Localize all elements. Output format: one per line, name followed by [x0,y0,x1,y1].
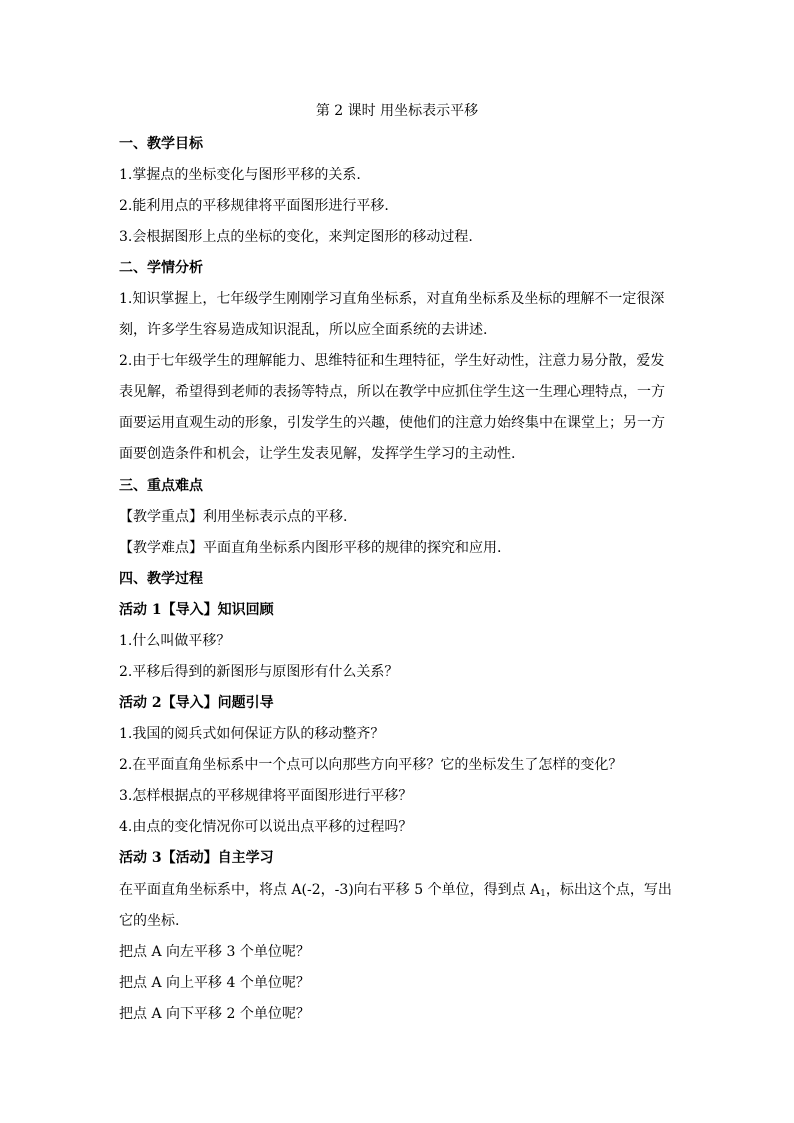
activity-1-item: 2.平移后得到的新图形与原图形有什么关系？ [119,664,399,680]
activity-3-task-line [119,880,675,900]
objective-item: 2.能利用点的平移规律将平面图形进行平移. [119,198,389,214]
activity-3-question: 把点 A 向下平移 2 个单位呢？ [119,1006,310,1022]
activity-3-task-text-end: ，标出这个点，写出 [545,882,672,898]
objective-item: 1.掌握点的坐标变化与图形平移的关系. [119,167,361,183]
activity-2-heading: 活动 2【导入】问题引导 [119,695,274,711]
analysis-paragraph-line: 2.由于七年级学生的理解能力、思维特征和生理特征，学生好动性，注意力易分散，爱发 [119,353,665,369]
section-heading-analysis: 二、学情分析 [119,260,203,276]
analysis-paragraph-line: 面要创造条件和机会，让学生发表见解，发挥学生学习的主动性. [119,446,516,462]
analysis-paragraph-line: 表见解，希望得到老师的表扬等特点，所以在教学中应抓住学生这一生理心理特点，一方 [119,384,665,400]
activity-3-heading: 活动 3【活动】自主学习 [119,850,274,866]
teaching-difficulty: 【教学难点】平面直角坐标系内图形平移的规律的探究和应用. [119,540,502,556]
activity-2-item: 3.怎样根据点的平移规律将平面图形进行平移？ [119,788,413,804]
section-heading-objectives: 一、教学目标 [119,136,203,152]
section-heading-key-points: 三、重点难点 [119,478,203,494]
analysis-paragraph-line: 刻，许多学生容易造成知识混乱，所以应全面系统的去讲述. [119,322,488,338]
activity-1-item: 1.什么叫做平移？ [119,633,231,649]
analysis-paragraph-line: 面要运用直观生动的形象，引发学生的兴趣，使他们的注意力始终集中在课堂上；另一方 [119,415,665,431]
teaching-focus: 【教学重点】利用坐标表示点的平移. [119,509,348,525]
activity-2-item: 4.由点的变化情况你可以说出点平移的过程吗？ [119,819,413,835]
analysis-paragraph-line: 1.知识掌握上，七年级学生刚刚学习直角坐标系，对直角坐标系及坐标的理解不一定很深 [119,291,665,307]
activity-3-question: 把点 A 向上平移 4 个单位呢？ [119,975,310,991]
activity-2-item: 2.在平面直角坐标系中一个点可以向那些方向平移？它的坐标发生了怎样的变化？ [119,757,623,773]
activity-3-task-line: 它的坐标. [119,913,180,929]
section-heading-process: 四、教学过程 [119,571,203,587]
point-subscript: 1 [540,889,546,899]
objective-item: 3.会根据图形上点的坐标的变化，来判定图形的移动过程. [119,229,473,245]
activity-3-task-text: 在平面直角坐标系中，将点 A(-2，-3)向右平移 5 个单位，得到点 A [119,882,541,898]
activity-3-question: 把点 A 向左平移 3 个单位呢？ [119,944,310,960]
document-title: 第 2 课时 用坐标表示平移 [315,103,479,119]
activity-1-heading: 活动 1【导入】知识回顾 [119,602,274,618]
activity-2-item: 1.我国的阅兵式如何保证方队的移动整齐？ [119,726,385,742]
